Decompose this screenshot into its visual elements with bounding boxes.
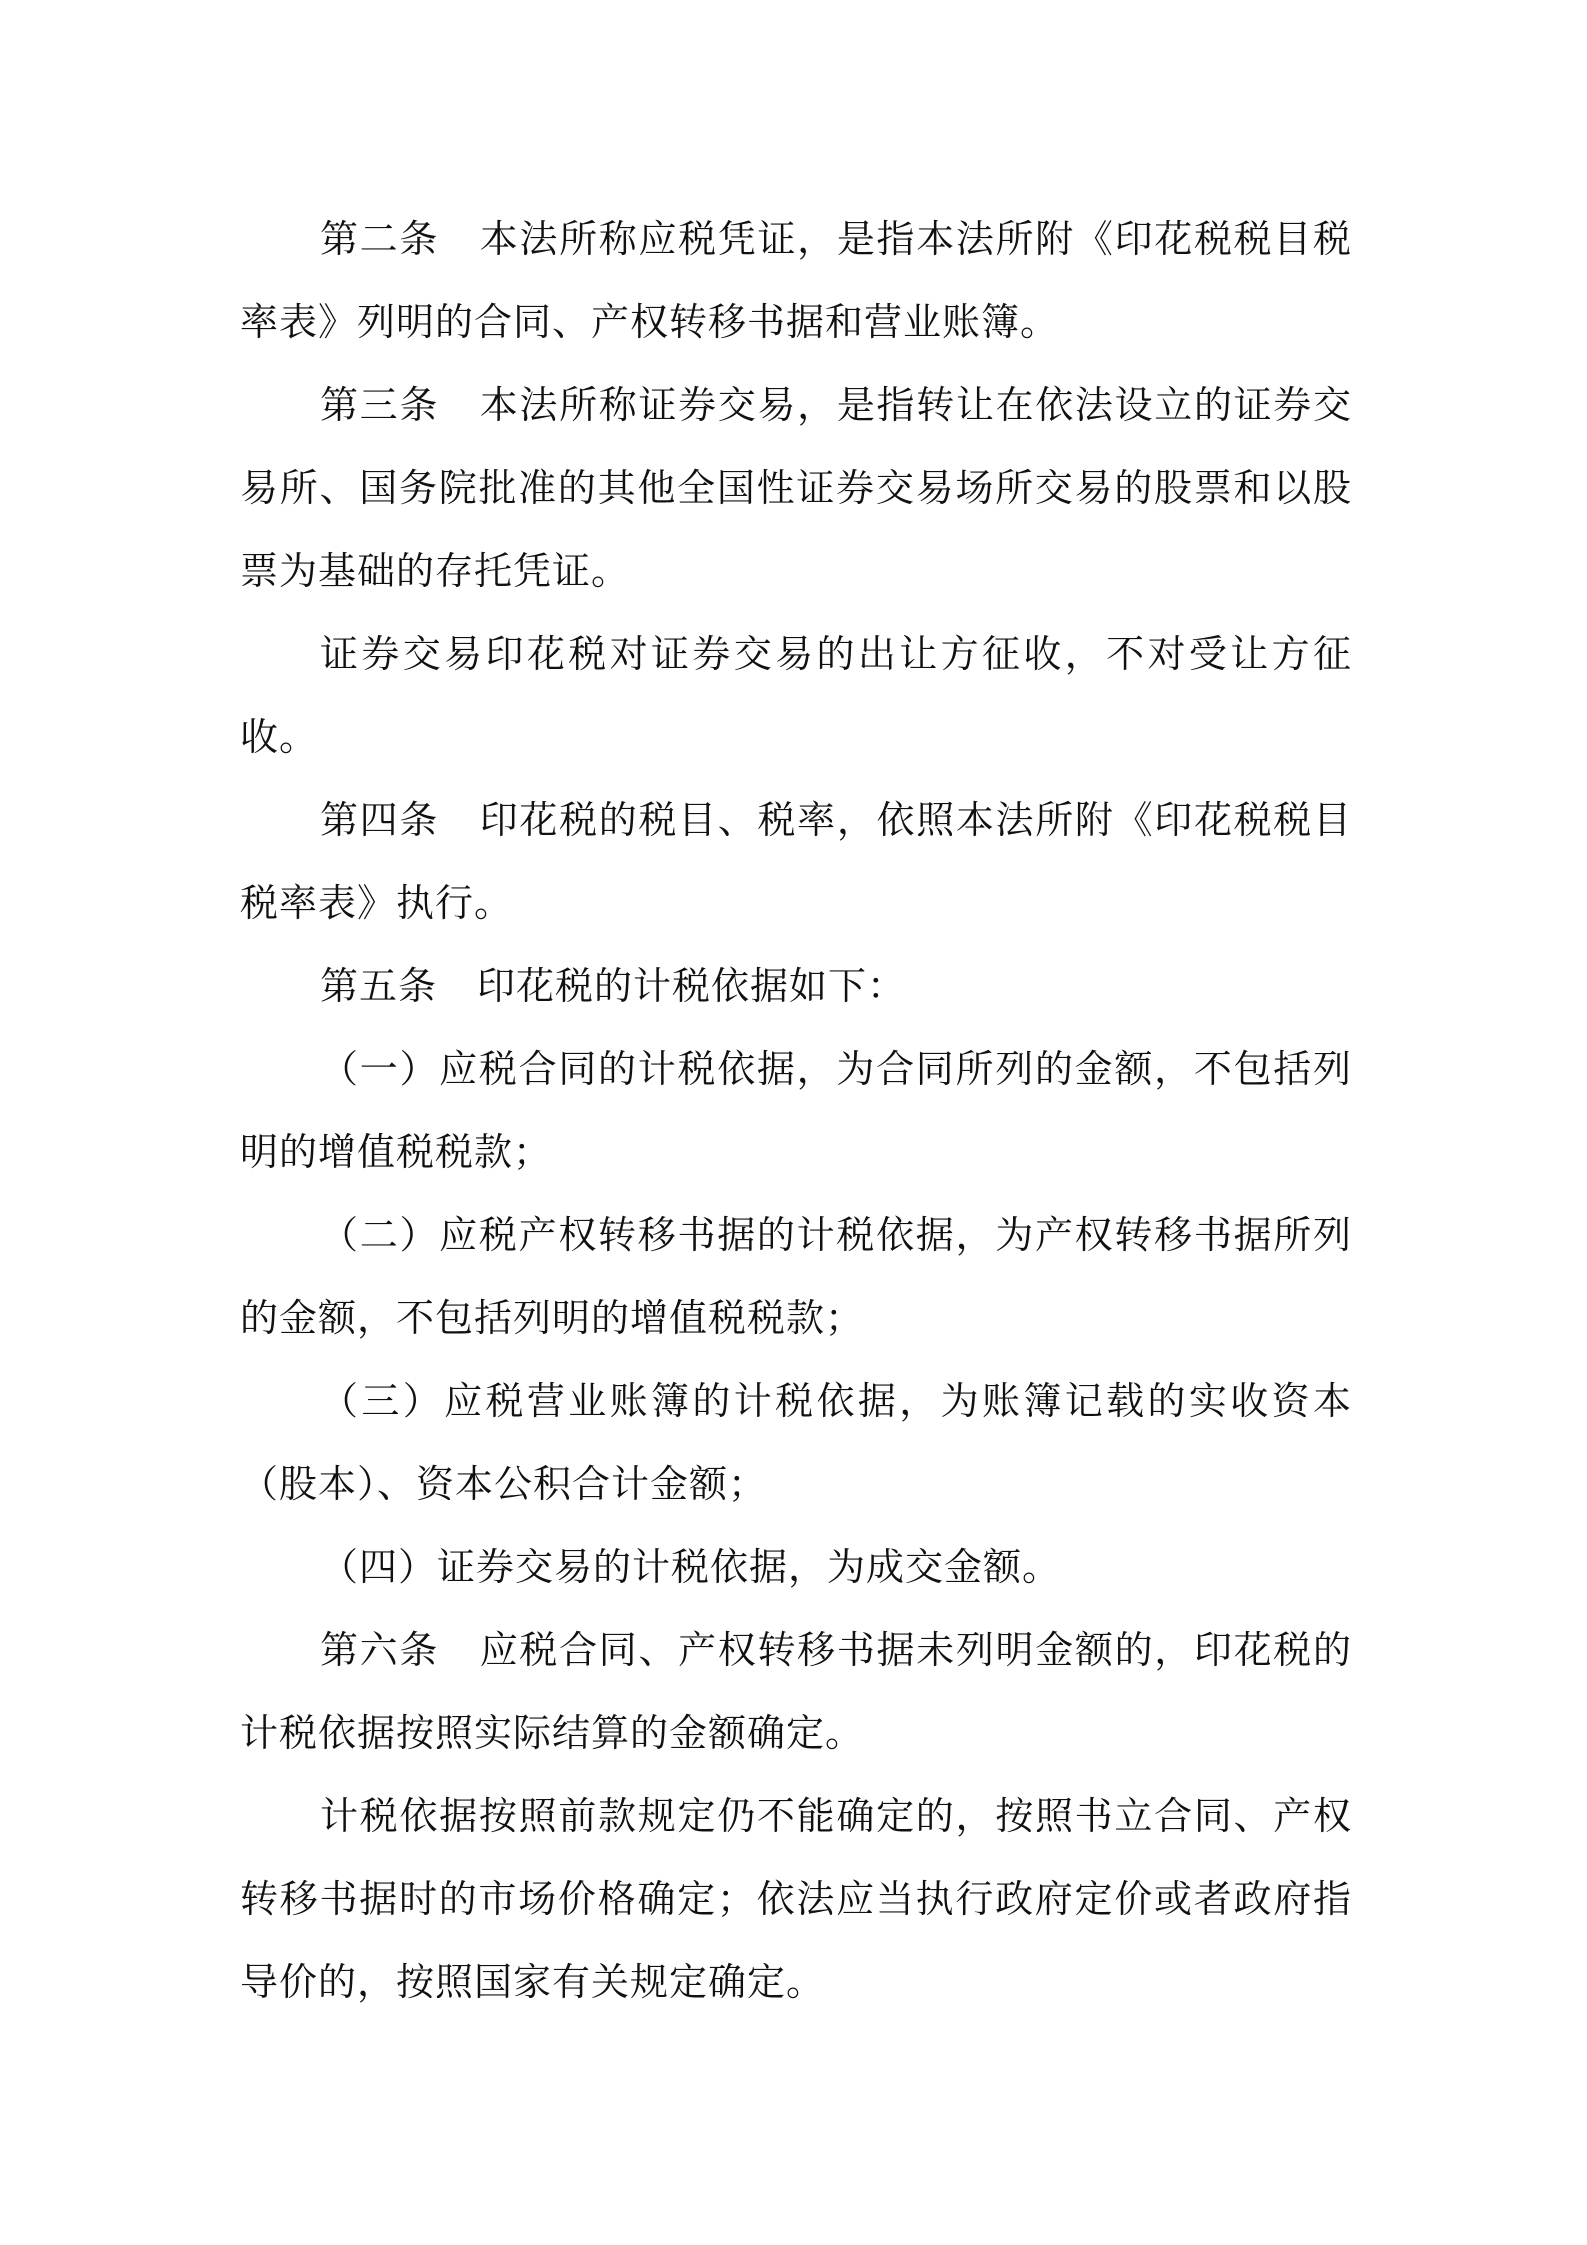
article-text: 本法所称应税凭证，是指本法所附《印花税税目税率表》列明的合同、产权转移书据和营业账簿。: [240, 217, 1352, 344]
article-heading: 第二条: [320, 217, 440, 261]
article-text: 计税依据按照前款规定仍不能确定的，按照书立合同、产权转移书据时的市场价格确定；依法应当执行政府定价或者政府指导价的，按照国家有关规定确定。: [240, 1794, 1352, 2004]
article-4: [240, 779, 1352, 945]
article-text: 应税合同、产权转移书据未列明金额的，印花税的计税依据按照实际结算的金额确定。: [240, 1628, 1352, 1755]
article-6: [240, 1609, 1352, 1775]
article-text: 证券交易印花税对证券交易的出让方征收，不对受让方征收。: [240, 632, 1352, 759]
article-2: [240, 198, 1352, 364]
article-text: （一）应税合同的计税依据，为合同所列的金额，不包括列明的增值税税款；: [240, 1047, 1352, 1174]
article-text: 印花税的税目、税率，依照本法所附《印花税税目税率表》执行。: [240, 798, 1352, 925]
article-heading: 第五条: [320, 964, 438, 1008]
article-heading: 第四条: [320, 798, 440, 842]
article-5-item-3: [240, 1360, 1352, 1526]
article-5-item-2: [240, 1194, 1352, 1360]
article-5-item-4: [240, 1526, 1352, 1609]
article-text: 印花税的计税依据如下：: [477, 964, 907, 1008]
article-5: [240, 945, 1352, 1028]
article-heading: 第三条: [320, 383, 440, 427]
article-heading: 第六条: [320, 1628, 440, 1672]
article-3-paragraph-2: [240, 613, 1352, 779]
document-page: [240, 198, 1352, 2024]
article-text: （二）应税产权转移书据的计税依据，为产权转移书据所列的金额，不包括列明的增值税税款；: [240, 1213, 1352, 1340]
article-5-item-1: [240, 1028, 1352, 1194]
article-text: （四）证券交易的计税依据，为成交金额。: [320, 1545, 1062, 1589]
article-text: （三）应税营业账簿的计税依据，为账簿记载的实收资本（股本）、资本公积合计金额；: [240, 1379, 1352, 1506]
article-text: 本法所称证券交易，是指转让在依法设立的证券交易所、国务院批准的其他全国性证券交易场所交易的股票和以股票为基础的存托凭证。: [240, 383, 1352, 593]
article-6-paragraph-2: [240, 1775, 1352, 2024]
article-3: [240, 364, 1352, 613]
